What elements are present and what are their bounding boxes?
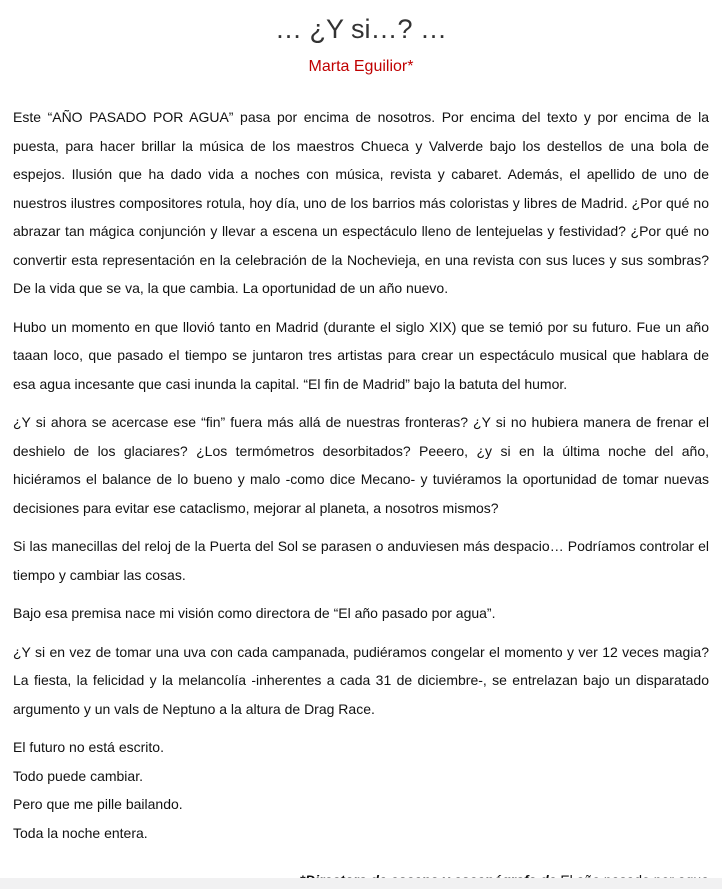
paragraph: Hubo un momento en que llovió tanto en Madrid (durante el siglo XIX) que se temió por su futuro. Fue un año taaan loco, que pasado el tiempo se juntaron tres artistas para crear un espectáculo musical que hablara de esa agua incesante que casi inunda la capital. “El fin de Madrid” bajo la batuta del humor. — [13, 318, 709, 392]
paragraph: Bajo esa premisa nace mi visión como directora de “El año pasado por agua”. — [13, 605, 496, 621]
page-edge-strip — [0, 878, 722, 889]
closing-line: El futuro no está escrito. — [13, 739, 164, 755]
closing-line: Todo puede cambiar. — [13, 767, 143, 784]
author-byline: Marta Eguilior* — [308, 58, 414, 75]
paragraph: Este “AÑO PASADO POR AGUA” pasa por encima de nosotros. Por encima del texto y por encima de la puesta, para hacer brillar la música de los maestros Chueca y Valverde bajo los destellos de una bola de espejos. Ilusión que ha dado vida a noches con música, revista y cabaret. Además, el apellido de uno de nuestros ilustres compositores rotula, hoy día, uno de los barrios más coloristas y libres de Madrid. ¿Por qué no abrazar tan mágica conjunción y llevar a escena un espectáculo lleno de lentejuelas y festividad? ¿Por qué no convertir esta representación en la celebración de la Nochevieja, en una revista con sus luces y sus sombras? De la vida que se va, la que cambia. La oportunidad de un año nuevo. — [13, 109, 709, 296]
paragraph: ¿Y si ahora se acercase ese “fin” fuera más allá de nuestras fronteras? ¿Y si no hubiera manera de frenar el deshielo de los glaciares? ¿Los termómetros desorbitados? Peeero, ¿y si en la última noche del año, hiciéramos el balance de lo bueno y malo -como dice Mecano- y tuviéramos la oportunidad de tomar nuevas decisiones para evitar ese cataclismo, mejorar al planeta, a nosotros mismos? — [13, 414, 709, 516]
closing-line: Toda la noche entera. — [13, 824, 148, 841]
article-body — [13, 103, 709, 895]
page-title: … ¿Y si…? … — [274, 14, 448, 44]
closing-line: Pero que me pille bailando. — [13, 796, 183, 812]
paragraph: ¿Y si en vez de tomar una uva con cada campanada, pudiéramos congelar el momento y ver 12 veces magia? La fiesta, la felicidad y la melancolía -inherentes a cada 31 de diciembre-, se entrelazan bajo un disparatado argumento y un vals de Neptuno a la altura de Drag Race. — [13, 643, 709, 717]
paragraph: Si las manecillas del reloj de la Puerta del Sol se parasen o anduviesen más despacio… Podríamos controlar el tiempo y cambiar las cosas. — [13, 538, 709, 583]
